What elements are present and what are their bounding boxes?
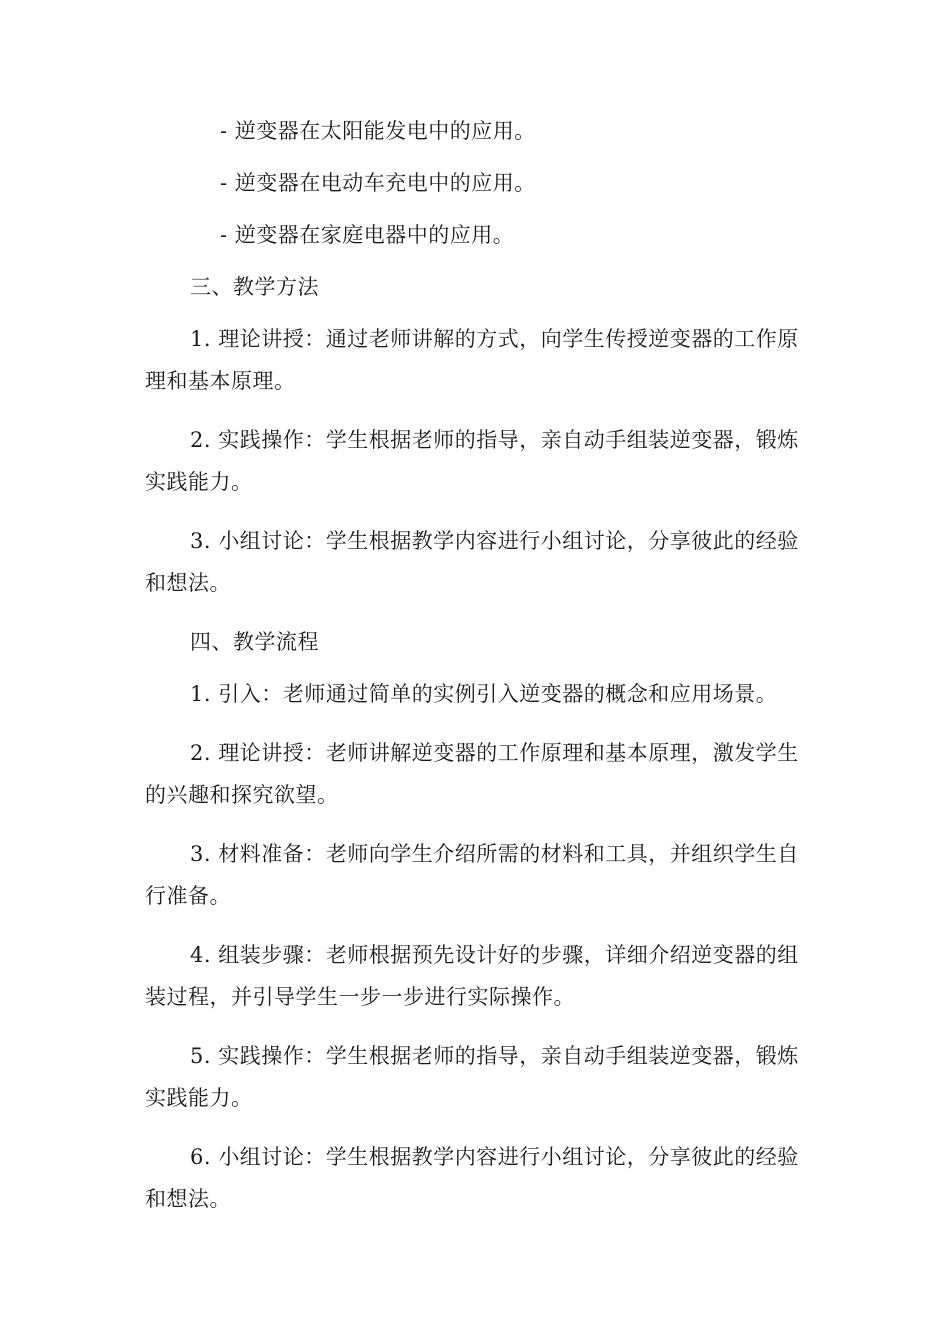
section-heading-process: 四、教学流程 bbox=[190, 630, 319, 654]
process-item-2: 2. 理论讲授：老师讲解逆变器的工作原理和基本原理，激发学生的兴趣和探究欲望。 bbox=[145, 741, 799, 807]
methods-item-3: 3. 小组讨论：学生根据教学内容进行小组讨论，分享彼此的经验和想法。 bbox=[145, 529, 799, 595]
process-item-5: 5. 实践操作：学生根据老师的指导，亲自动手组装逆变器，锻炼实践能力。 bbox=[145, 1044, 799, 1110]
application-bullet-home: - 逆变器在家庭电器中的应用。 bbox=[220, 223, 515, 247]
section-heading-methods: 三、教学方法 bbox=[190, 275, 319, 299]
methods-item-2: 2. 实践操作：学生根据老师的指导，亲自动手组装逆变器，锻炼实践能力。 bbox=[145, 428, 799, 494]
process-item-3: 3. 材料准备：老师向学生介绍所需的材料和工具，并组织学生自行准备。 bbox=[145, 842, 799, 908]
document-body bbox=[145, 110, 810, 1237]
process-item-4: 4. 组装步骤：老师根据预先设计好的步骤，详细介绍逆变器的组装过程，并引导学生一步一步进行实际操作。 bbox=[145, 943, 799, 1009]
process-item-1: 1. 引入：老师通过简单的实例引入逆变器的概念和应用场景。 bbox=[190, 682, 778, 706]
application-bullet-ev: - 逆变器在电动车充电中的应用。 bbox=[220, 171, 536, 195]
methods-item-1: 1. 理论讲授：通过老师讲解的方式，向学生传授逆变器的工作原理和基本原理。 bbox=[145, 327, 799, 393]
application-bullet-solar: - 逆变器在太阳能发电中的应用。 bbox=[220, 119, 536, 143]
process-item-6: 6. 小组讨论：学生根据教学内容进行小组讨论，分享彼此的经验和想法。 bbox=[145, 1145, 799, 1211]
